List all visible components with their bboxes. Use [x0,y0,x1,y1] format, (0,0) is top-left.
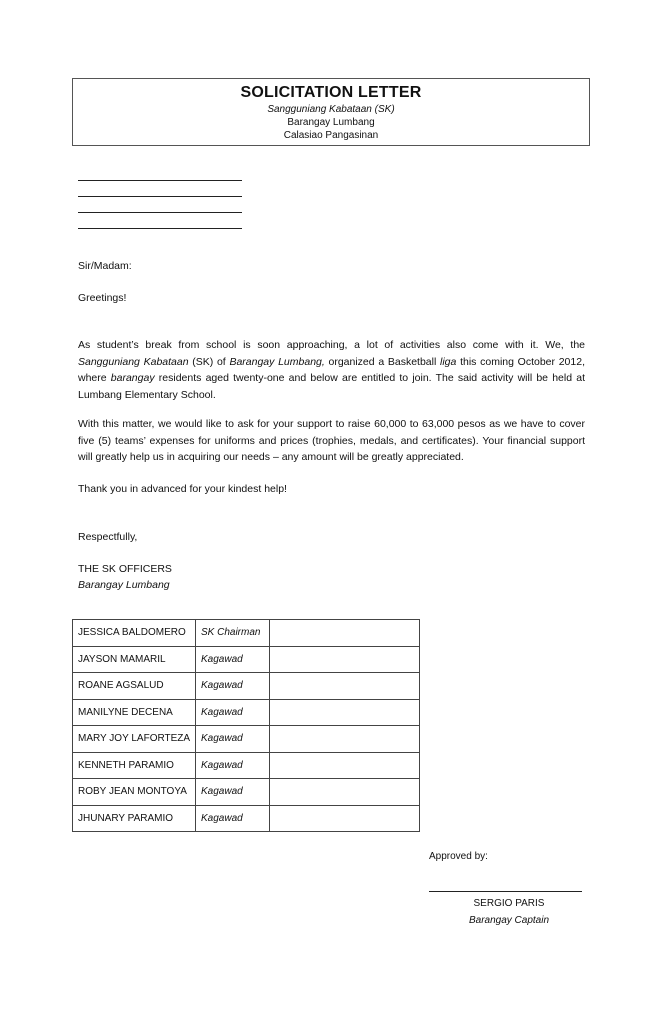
paragraph-request: With this matter, we would like to ask for your support to raise 60,000 to 63,000 pesos as we have to cover five (5) teams’ expenses for uniforms and prices (trophies, medals, and certificates). Your financial support will greatly help us in acquiring our needs – any amount will be greatly appreciated. [78,418,585,463]
officers-table [72,619,420,832]
table-row [73,752,420,779]
captain-name: SERGIO PARIS [473,898,545,909]
paragraph-thanks: Thank you in advanced for your kindest help! [78,483,287,495]
address-blank-line [78,165,242,181]
signature-cell [270,752,420,779]
officer-name: JHUNARY PARAMIO [73,805,196,832]
paragraph-activity-text: Barangay Lumbang, [229,355,325,368]
table-row [73,805,420,832]
letter-title: SOLICITATION LETTER [240,84,422,101]
salutation: Sir/Madam: [78,260,132,272]
table-row [73,646,420,673]
officer-position: Kagawad [196,646,270,673]
officer-position: Kagawad [196,805,270,832]
signature-cell [270,699,420,726]
approved-by-label: Approved by: [429,851,488,862]
barangay-name: Barangay Lumbang [287,117,375,128]
table-row [73,779,420,806]
paragraph-activity-text: barangay [110,372,155,384]
captain-title: Barangay Captain [468,915,550,926]
letter-header [72,78,590,146]
captain-signature-line [429,891,582,892]
signature-cell [270,726,420,753]
officer-name: ROANE AGSALUD [73,673,196,700]
paragraph-activity-text: (SK) of [188,355,230,368]
paragraph-activity-text: organized a Basketball [324,355,441,368]
recipient-address-blanks [78,165,242,229]
signature-cell [270,646,420,673]
officer-name: KENNETH PARAMIO [73,752,196,779]
officer-position: Kagawad [196,726,270,753]
location-name: Calasiao Pangasinan [283,130,379,141]
paragraph-activity-text: liga [440,355,457,368]
officer-name: ROBY JEAN MONTOYA [73,779,196,806]
signature-cell [270,620,420,647]
signature-cell [270,805,420,832]
table-row [73,726,420,753]
signatory-group: THE SK OFFICERS [78,563,172,575]
paragraph-activity-text: Sangguniang Kabataan [78,355,189,368]
table-row [73,699,420,726]
paragraph-activity-text: this coming October 2012, where [78,355,585,384]
paragraph-activity [78,337,585,403]
officer-position: Kagawad [196,699,270,726]
address-blank-line [78,213,242,229]
closing: Respectfully, [78,531,138,543]
signatory-barangay: Barangay Lumbang [78,579,170,591]
org-name: Sangguniang Kabataan (SK) [267,104,395,115]
officer-name: MANILYNE DECENA [73,699,196,726]
officer-name: MARY JOY LAFORTEZA [73,726,196,753]
address-blank-line [78,197,242,213]
address-blank-line [78,181,242,197]
signature-cell [270,673,420,700]
officer-position: SK Chairman [196,620,270,647]
greeting: Greetings! [78,292,127,304]
officer-name: JAYSON MAMARIL [73,646,196,673]
officer-name: JESSICA BALDOMERO [73,620,196,647]
paragraph-activity-text: As student’s break from school is soon approaching, a lot of activities also come with it. We, the [78,339,585,351]
officer-position: Kagawad [196,752,270,779]
officer-position: Kagawad [196,779,270,806]
officer-position: Kagawad [196,673,270,700]
signature-cell [270,779,420,806]
table-row [73,673,420,700]
table-row [73,620,420,647]
paragraph-activity-text: residents aged twenty-one and below are entitled to join. The said activity will be held at Lumbang Elementary School. [78,372,586,401]
